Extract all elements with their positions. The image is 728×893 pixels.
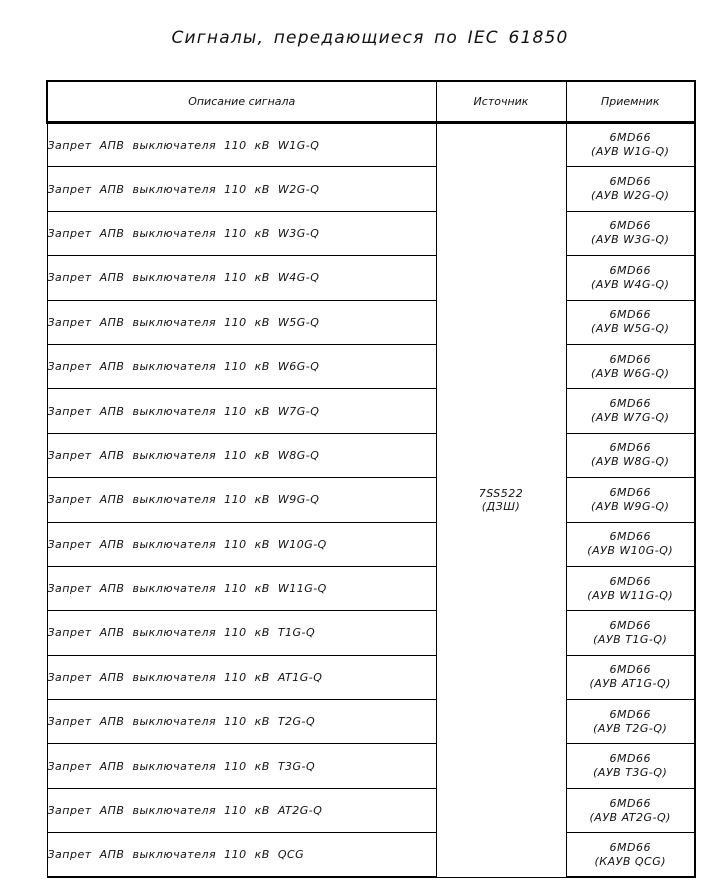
signal-description: Запрет АПВ выключателя 110 кВ W9G-Q [47,478,436,522]
receiver-device: 6MD66 [609,707,651,721]
receiver-device: 6MD66 [609,752,651,766]
receiver-detail: (КАУВ QCG) [594,854,667,868]
receiver-device: 6MD66 [609,618,651,632]
receiver-device: 6MD66 [609,397,651,411]
receiver-device: 6MD66 [609,485,651,499]
signal-description: Запрет АПВ выключателя 110 кВ W6G-Q [47,344,436,388]
signal-receiver [566,389,695,433]
table-row [47,522,695,566]
table-row [47,478,695,522]
receiver-detail: (АУВ W10G-Q) [587,544,674,558]
signal-description: Запрет АПВ выключателя 110 кВ W7G-Q [47,389,436,433]
receiver-detail: (АУВ W9G-Q) [591,499,670,513]
signal-receiver [566,478,695,522]
receiver-detail: (АУВ W6G-Q) [591,366,670,380]
signals-table [46,80,696,878]
receiver-detail: (АУВ AT1G-Q) [589,677,671,691]
signal-receiver [566,522,695,566]
receiver-detail: (АУВ T2G-Q) [593,721,668,735]
table-row [47,389,695,433]
receiver-device: 6MD66 [609,441,651,455]
signal-source [436,123,566,878]
table-row [47,433,695,477]
header-receiver: Приемник [566,81,695,123]
header-description: Описание сигнала [47,81,436,123]
receiver-device: 6MD66 [609,840,651,854]
receiver-device: 6MD66 [609,796,651,810]
table-row [47,788,695,832]
receiver-device: 6MD66 [609,574,651,588]
table-row [47,344,695,388]
receiver-detail: (АУВ W5G-Q) [591,322,670,336]
receiver-detail: (АУВ W7G-Q) [591,411,670,425]
table-row [47,744,695,788]
signal-receiver [566,167,695,211]
signal-receiver [566,123,695,167]
table-body [47,123,695,878]
signal-description: Запрет АПВ выключателя 110 кВ AT1G-Q [47,655,436,699]
signal-description: Запрет АПВ выключателя 110 кВ T3G-Q [47,744,436,788]
receiver-device: 6MD66 [609,663,651,677]
table-row [47,566,695,610]
document-title: Сигналы, передающиеся по IEC 61850 [171,28,569,48]
signal-description: Запрет АПВ выключателя 110 кВ W3G-Q [47,211,436,255]
source-device: 7SS522 [478,487,524,501]
receiver-device: 6MD66 [609,352,651,366]
signal-receiver [566,788,695,832]
signal-receiver [566,433,695,477]
table-row [47,123,695,167]
table-row [47,700,695,744]
table-row [47,211,695,255]
signal-receiver [566,300,695,344]
signal-description: Запрет АПВ выключателя 110 кВ AT2G-Q [47,788,436,832]
receiver-detail: (АУВ W4G-Q) [591,277,670,291]
receiver-device: 6MD66 [609,530,651,544]
receiver-detail: (АУВ AT2G-Q) [589,810,671,824]
header-source: Источник [436,81,566,123]
signal-description: Запрет АПВ выключателя 110 кВ W4G-Q [47,256,436,300]
table-row [47,256,695,300]
signal-description: Запрет АПВ выключателя 110 кВ W8G-Q [47,433,436,477]
table-row [47,167,695,211]
table-row [47,655,695,699]
signal-receiver [566,344,695,388]
signal-receiver [566,611,695,655]
signal-receiver [566,744,695,788]
receiver-detail: (АУВ T1G-Q) [593,632,668,646]
table-row [47,611,695,655]
receiver-device: 6MD66 [609,219,651,233]
receiver-detail: (АУВ W11G-Q) [587,588,674,602]
receiver-detail: (АУВ W1G-Q) [591,145,670,159]
signal-description: Запрет АПВ выключателя 110 кВ QCG [47,833,436,877]
signal-description: Запрет АПВ выключателя 110 кВ W1G-Q [47,123,436,167]
signal-receiver [566,833,695,877]
signal-receiver [566,566,695,610]
signal-description: Запрет АПВ выключателя 110 кВ W11G-Q [47,566,436,610]
table-row [47,833,695,877]
receiver-device: 6MD66 [609,175,651,189]
signal-description: Запрет АПВ выключателя 110 кВ T2G-Q [47,700,436,744]
signal-receiver [566,211,695,255]
signal-receiver [566,256,695,300]
signal-description: Запрет АПВ выключателя 110 кВ W2G-Q [47,167,436,211]
receiver-detail: (АУВ T3G-Q) [593,766,668,780]
table-header-row [47,81,695,123]
signal-description: Запрет АПВ выключателя 110 кВ W10G-Q [47,522,436,566]
receiver-device: 6MD66 [609,308,651,322]
signal-description: Запрет АПВ выключателя 110 кВ W5G-Q [47,300,436,344]
receiver-device: 6MD66 [609,131,651,145]
receiver-device: 6MD66 [609,263,651,277]
signal-description: Запрет АПВ выключателя 110 кВ T1G-Q [47,611,436,655]
receiver-detail: (АУВ W2G-Q) [591,189,670,203]
table-row [47,300,695,344]
signal-receiver [566,700,695,744]
receiver-detail: (АУВ W3G-Q) [591,233,670,247]
source-function: (ДЗШ) [481,500,521,514]
receiver-detail: (АУВ W8G-Q) [591,455,670,469]
signal-receiver [566,655,695,699]
